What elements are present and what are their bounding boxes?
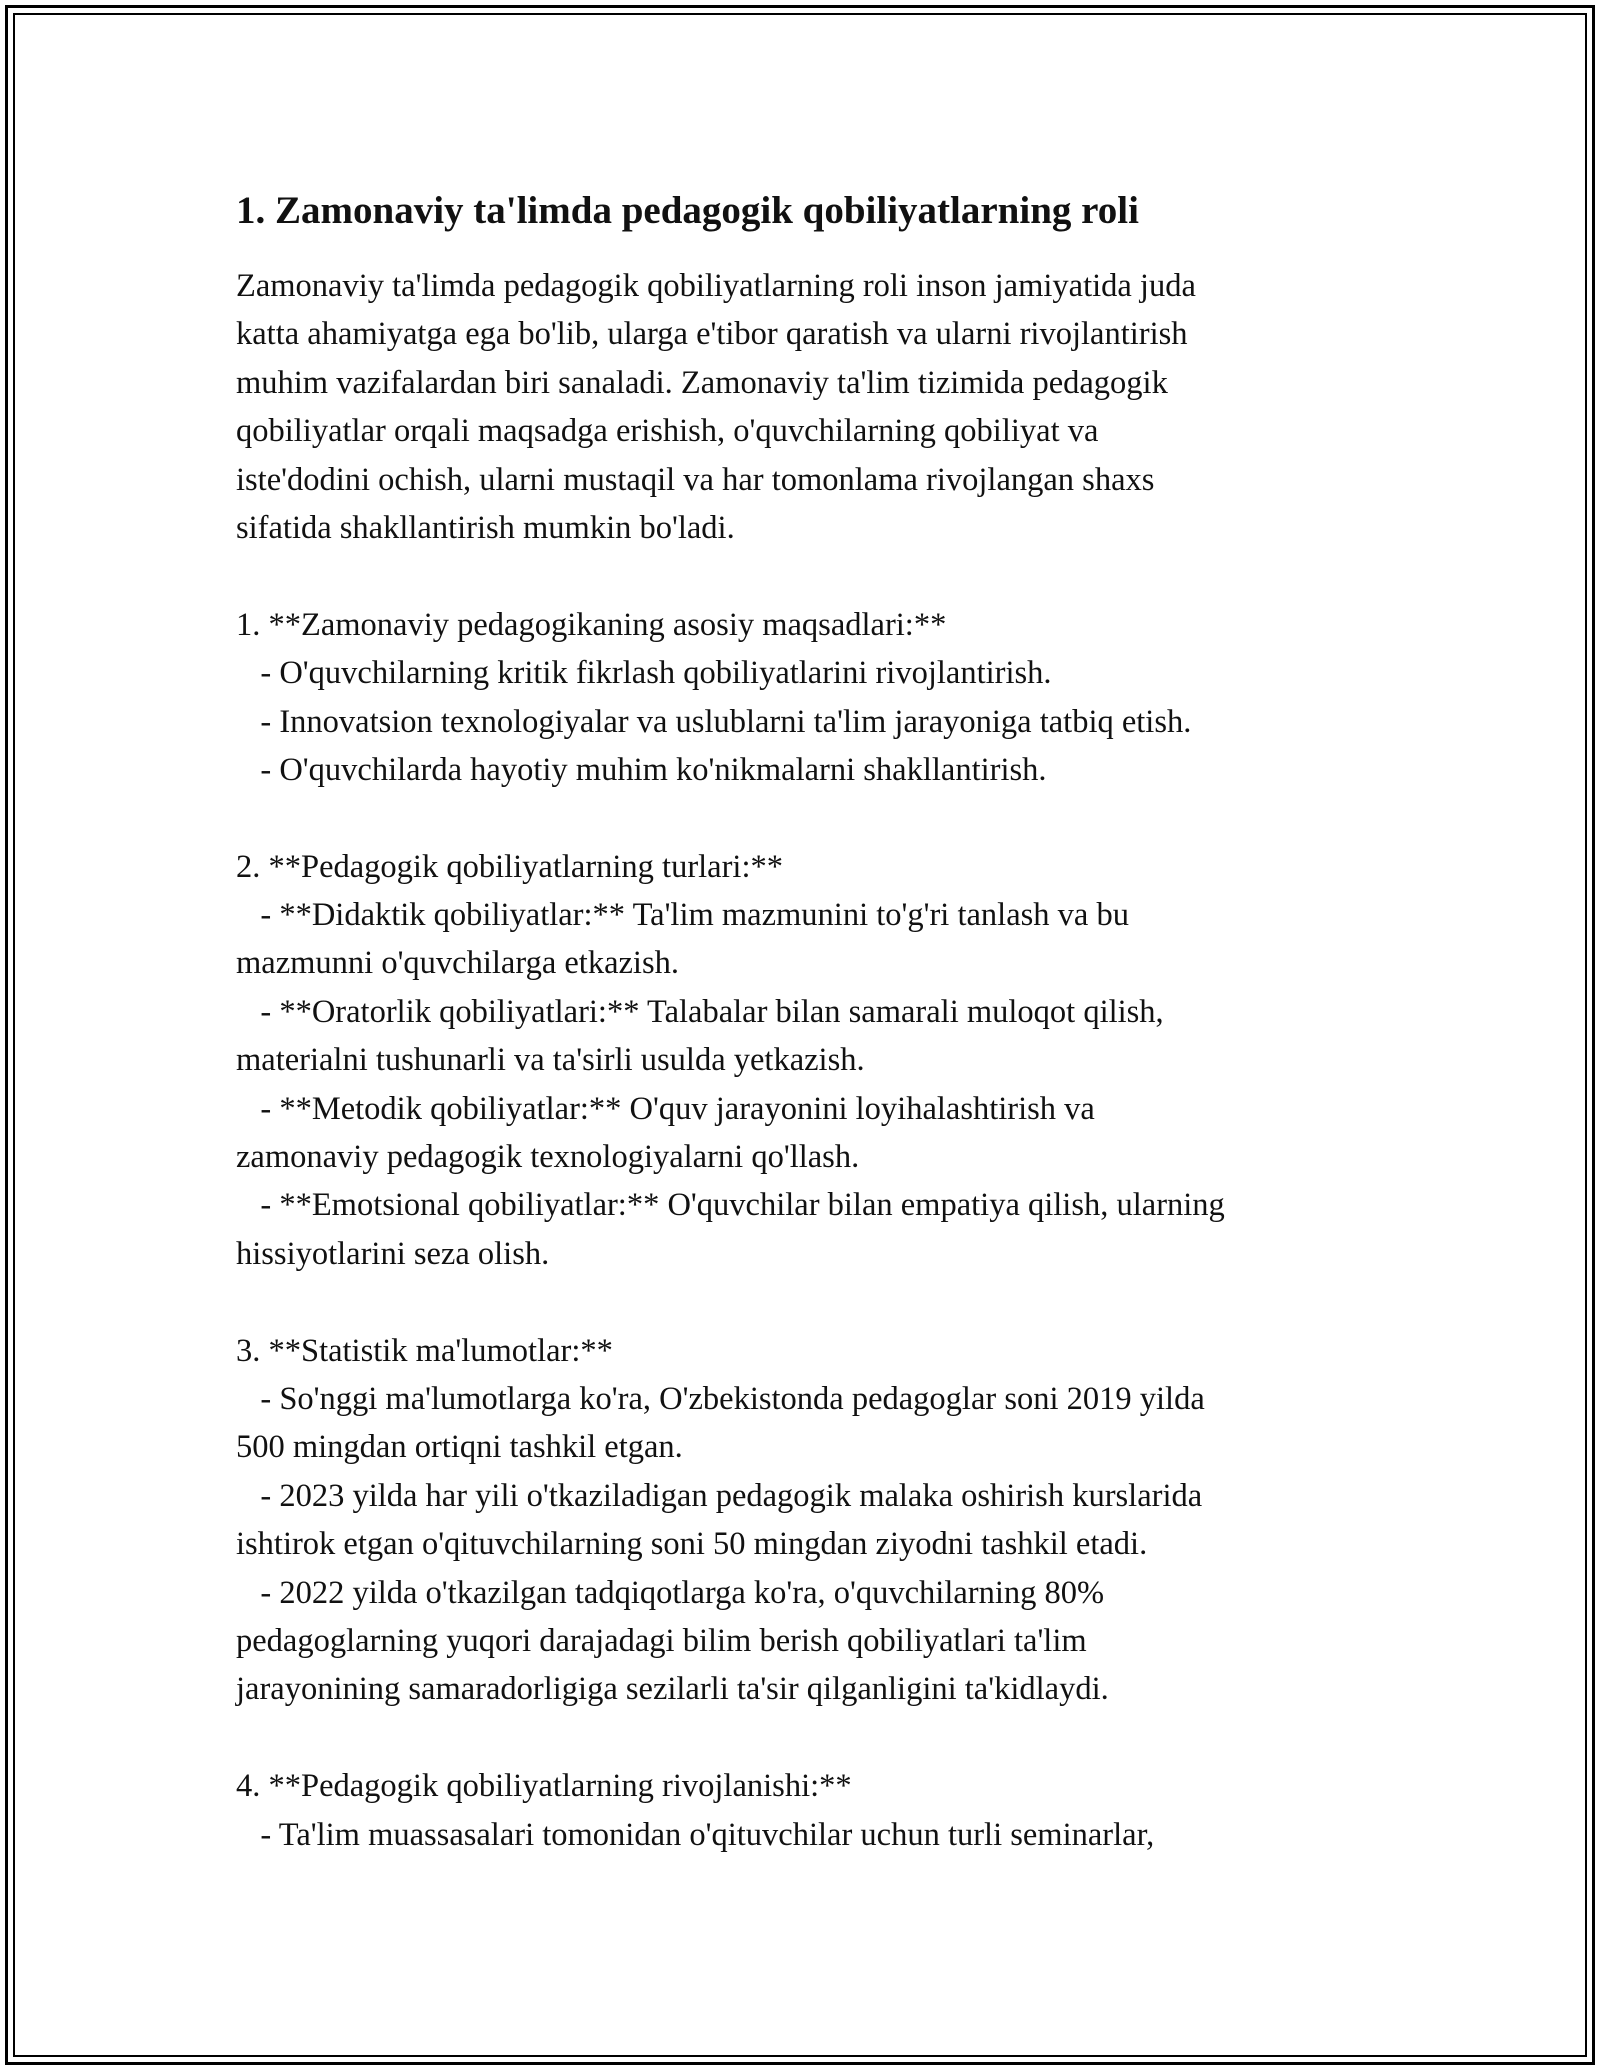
- section-heading: 1. **Zamonaviy pedagogikaning asosiy maqsadlari:**: [236, 606, 947, 643]
- spacer: [236, 1278, 1366, 1326]
- spacer: [236, 552, 1366, 600]
- section-line: - 2022 yilda o'tkazilgan tadqiqotlarga ko'ra, o'quvchilarning 80%: [236, 1574, 1105, 1611]
- section-line: - O'quvchilarda hayotiy muhim ko'nikmalarni shakllantirish.: [236, 751, 1047, 788]
- section-line: hissiyotlarini seza olish.: [236, 1235, 550, 1272]
- section-line: pedagoglarning yuqori darajadagi bilim berish qobiliyatlari ta'lim: [236, 1622, 1087, 1659]
- intro-line: katta ahamiyatga ega bo'lib, ularga e'tibor qaratish va ularni rivojlantirish: [236, 316, 1188, 353]
- section-line: zamonaviy pedagogik texnologiyalarni qo'llash.: [236, 1139, 860, 1176]
- section-line: - **Emotsional qobiliyatlar:** O'quvchilar bilan empatiya qilish, ularning: [236, 1187, 1225, 1224]
- section-types: [236, 843, 1366, 1279]
- section-heading: 4. **Pedagogik qobiliyatlarning rivojlanishi:**: [236, 1768, 852, 1805]
- section-line: ishtirok etgan o'qituvchilarning soni 50 mingdan ziyodni tashkil etadi.: [236, 1526, 1148, 1563]
- section-development: [236, 1762, 1366, 1859]
- spacer: [236, 1714, 1366, 1762]
- section-heading: 2. **Pedagogik qobiliyatlarning turlari:**: [236, 848, 783, 885]
- document-body: [236, 186, 1366, 1859]
- section-line: - Innovatsion texnologiyalar va uslublarni ta'lim jarayoniga tatbiq etish.: [236, 703, 1192, 740]
- spacer: [236, 794, 1366, 842]
- section-line: - **Didaktik qobiliyatlar:** Ta'lim mazmunini to'g'ri tanlash va bu: [236, 897, 1129, 934]
- intro-line: qobiliyatlar orqali maqsadga erishish, o'quvchilarning qobiliyat va: [236, 413, 1099, 450]
- intro-line: iste'dodini ochish, ularni mustaqil va har tomonlama rivojlangan shaxs: [236, 461, 1155, 498]
- section-heading: 3. **Statistik ma'lumotlar:**: [236, 1332, 613, 1369]
- section-line: - **Oratorlik qobiliyatlari:** Talabalar bilan samarali muloqot qilish,: [236, 993, 1164, 1030]
- intro-line: muhim vazifalardan biri sanaladi. Zamonaviy ta'lim tizimida pedagogik: [236, 364, 1168, 401]
- intro-line: sifatida shakllantirish mumkin bo'ladi.: [236, 509, 735, 546]
- section-line: - So'nggi ma'lumotlarga ko'ra, O'zbekistonda pedagoglar soni 2019 yilda: [236, 1380, 1205, 1417]
- intro-paragraph: [236, 262, 1366, 552]
- section-line: mazmunni o'quvchilarga etkazish.: [236, 945, 679, 982]
- section-line: - 2023 yilda har yili o'tkaziladigan pedagogik malaka oshirish kurslarida: [236, 1477, 1203, 1514]
- section-line: - Ta'lim muassasalari tomonidan o'qituvchilar uchun turli seminarlar,: [236, 1816, 1155, 1853]
- section-line: materialni tushunarli va ta'sirli usulda yetkazish.: [236, 1042, 865, 1079]
- section-statistics: [236, 1327, 1366, 1714]
- section-line: - **Metodik qobiliyatlar:** O'quv jarayonini loyihalashtirish va: [236, 1090, 1095, 1127]
- section-line: 500 mingdan ortiqni tashkil etgan.: [236, 1429, 683, 1466]
- section-goals: [236, 601, 1366, 795]
- section-line: jarayonining samaradorligiga sezilarli ta'sir qilganligini ta'kidlaydi.: [236, 1671, 1109, 1708]
- document-title: 1. Zamonaviy ta'limda pedagogik qobiliyatlarning roli: [236, 189, 1139, 232]
- intro-line: Zamonaviy ta'limda pedagogik qobiliyatlarning roli inson jamiyatida juda: [236, 268, 1196, 304]
- section-line: - O'quvchilarning kritik fikrlash qobiliyatlarini rivojlantirish.: [236, 655, 1052, 692]
